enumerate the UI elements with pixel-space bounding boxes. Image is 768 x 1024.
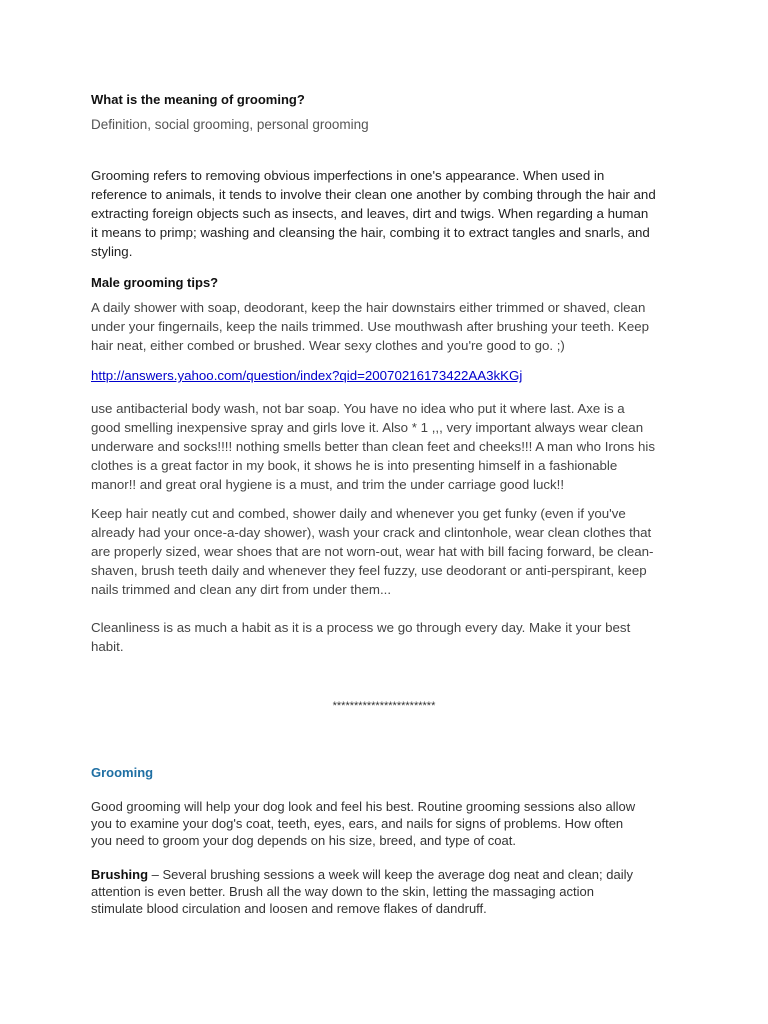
text-line: stimulate blood circulation and loosen and remove flakes of dandruff. bbox=[91, 901, 487, 916]
text-line: shaven, brush teeth daily and whenever they feel fuzzy, use deodorant or anti-perspirant, keep bbox=[91, 563, 647, 578]
brushing-text: – Several brushing sessions a week will keep the average dog neat and clean; daily bbox=[148, 867, 633, 882]
text-line: hair neat, either combed or brushed. Wear sexy clothes and you're good to go. ;) bbox=[91, 338, 565, 353]
grooming-intro bbox=[91, 798, 635, 849]
text-line: manor!! and great oral hygiene is a must, and trim the under carriage good luck!! bbox=[91, 477, 565, 492]
brushing-lead: Brushing bbox=[91, 867, 149, 882]
text-line: already had your once-a-day shower), wash your crack and clintonhole, wear clean clothes that bbox=[91, 525, 652, 540]
text-line: nails trimmed and clean any dirt from under them... bbox=[91, 582, 392, 597]
text-line bbox=[91, 866, 633, 883]
text-line: use antibacterial body wash, not bar soap. You have no idea who put it where last. Axe is a bbox=[91, 401, 625, 416]
text-line: underware and socks!!!! nothing smells better than clean feet and cheeks!!! A man who Irons his bbox=[91, 439, 655, 454]
text-line: A daily shower with soap, deodorant, keep the hair downstairs either trimmed or shaved, clean bbox=[91, 300, 646, 315]
separator: ************************ bbox=[332, 700, 436, 712]
text-line: extracting foreign objects such as insects, and leaves, dirt and twigs. When regarding a human bbox=[91, 206, 649, 221]
text-line: styling. bbox=[91, 244, 133, 259]
text-line: Keep hair neatly cut and combed, shower daily and whenever you get funky (even if you've bbox=[91, 506, 626, 521]
grooming-brushing bbox=[91, 866, 633, 917]
text-line: clothes is a great factor in my book, it shows he is into presenting himself in a fashionable bbox=[91, 458, 618, 473]
answer-body-wash bbox=[91, 399, 655, 494]
answer-cleanliness bbox=[91, 618, 630, 656]
question-subtitle: Definition, social grooming, personal grooming bbox=[91, 117, 369, 132]
question-title: What is the meaning of grooming? bbox=[91, 92, 305, 107]
answer-definition bbox=[91, 166, 656, 261]
text-line: Good grooming will help your dog look and feel his best. Routine grooming sessions also allow bbox=[91, 799, 636, 814]
text-line: good smelling inexpensive spray and girls love it. Also * 1 ,,, very important always wear clean bbox=[91, 420, 644, 435]
source-link[interactable]: http://answers.yahoo.com/question/index?qid=20070216173422AA3kKGj bbox=[91, 368, 523, 383]
text-line: you to examine your dog's coat, teeth, eyes, ears, and nails for signs of problems. How often bbox=[91, 816, 624, 831]
question-title-male-tips: Male grooming tips? bbox=[91, 275, 219, 290]
section-title-grooming: Grooming bbox=[91, 765, 154, 780]
text-line: Cleanliness is as much a habit as it is a process we go through every day. Make it your best bbox=[91, 620, 631, 635]
text-line: reference to animals, it tends to involve their clean one another by combing through the hair and bbox=[91, 187, 656, 202]
text-line: habit. bbox=[91, 639, 124, 654]
text-line: are properly sized, wear shoes that are not worn-out, wear hat with bill facing forward, be clean- bbox=[91, 544, 654, 559]
text-line: attention is even better. Brush all the way down to the skin, letting the massaging action bbox=[91, 884, 594, 899]
text-line: under your fingernails, keep the nails trimmed. Use mouthwash after brushing your teeth. Keep bbox=[91, 319, 650, 334]
text-line: you need to groom your dog depends on his size, breed, and type of coat. bbox=[91, 833, 516, 848]
answer-shower bbox=[91, 298, 649, 355]
text-line: Grooming refers to removing obvious imperfections in one's appearance. When used in bbox=[91, 168, 605, 183]
text-line: it means to primp; washing and cleansing the hair, combing it to extract tangles and snarls, and bbox=[91, 225, 650, 240]
answer-hair-cut bbox=[91, 504, 653, 599]
